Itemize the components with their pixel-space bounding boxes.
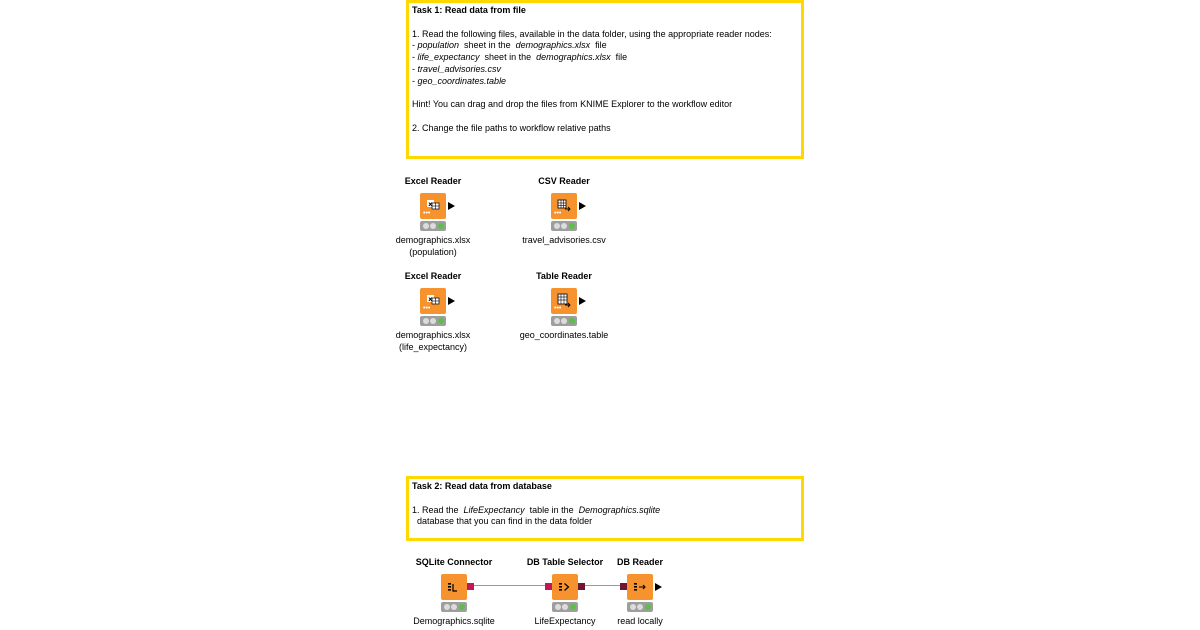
node-status — [420, 316, 446, 326]
task1-item-4: - geo_coordinates.table — [412, 75, 507, 86]
node-label-line2[interactable]: (population) — [409, 246, 457, 257]
task1-step2: 2. Change the file paths to workflow relative paths — [412, 122, 611, 133]
task1-title: Task 1: Read data from file — [412, 5, 526, 15]
db-reader-icon[interactable] — [627, 574, 653, 600]
node-dots: ••• — [423, 305, 431, 312]
node-dots: ••• — [554, 210, 562, 217]
sqlite-connector-node[interactable] — [394, 557, 514, 628]
svg-text:x: x — [428, 200, 433, 208]
csv-reader-icon[interactable] — [551, 193, 577, 219]
node-title[interactable]: Excel Reader — [404, 176, 462, 186]
csv-reader-node[interactable] — [504, 176, 624, 247]
output-port[interactable] — [448, 297, 455, 305]
excel-reader-icon[interactable] — [420, 193, 446, 219]
node-dots: ••• — [423, 210, 431, 217]
output-port[interactable] — [448, 202, 455, 210]
task1-hint: Hint! You can drag and drop the files from KNIME Explorer to the workflow editor — [412, 99, 733, 110]
node-title[interactable]: DB Reader — [616, 557, 663, 567]
excel-reader-life-expectancy-node[interactable] — [373, 271, 493, 353]
db-data-input-port[interactable] — [620, 583, 627, 590]
output-port[interactable] — [579, 297, 586, 305]
db-table-selector-icon[interactable] — [552, 574, 578, 600]
node-status — [420, 221, 446, 231]
node-status — [551, 316, 577, 326]
task1-item-3: - travel_advisories.csv — [412, 63, 502, 74]
node-label[interactable]: geo_coordinates.table — [519, 330, 609, 340]
node-title[interactable]: Excel Reader — [404, 271, 462, 281]
table-reader-node[interactable] — [504, 271, 624, 342]
node-title[interactable]: CSV Reader — [538, 176, 590, 186]
node-title[interactable]: DB Table Selector — [526, 557, 604, 567]
task1-annotation[interactable] — [406, 0, 804, 159]
node-label[interactable]: demographics.xlsx — [395, 330, 471, 340]
node-status — [552, 602, 578, 612]
node-title[interactable]: SQLite Connector — [415, 557, 493, 567]
db-connection-input-port[interactable] — [545, 583, 552, 590]
svg-text:x: x — [428, 295, 433, 303]
node-label[interactable]: Demographics.sqlite — [413, 616, 495, 626]
excel-reader-icon[interactable] — [420, 288, 446, 314]
output-port[interactable] — [579, 202, 586, 210]
task1-item-1: - population sheet in the demographics.xlsx file — [412, 40, 607, 51]
node-title[interactable]: Table Reader — [536, 271, 592, 281]
node-label[interactable]: travel_advisories.csv — [522, 235, 606, 245]
node-dots: ••• — [554, 305, 562, 312]
db-reader-node[interactable] — [580, 557, 700, 628]
node-status — [551, 221, 577, 231]
node-label[interactable]: demographics.xlsx — [395, 235, 471, 245]
task1-item-2: - life_expectancy sheet in the demographics.xlsx file — [412, 52, 628, 63]
node-label-line2[interactable]: (life_expectancy) — [398, 341, 468, 352]
task2-step1: 1. Read the LifeExpectancy table in the Demographics.sqlite database that you can find in the data folder — [412, 504, 661, 527]
node-label[interactable]: read locally — [617, 616, 663, 626]
output-port[interactable] — [655, 583, 662, 591]
node-status — [441, 602, 467, 612]
excel-reader-population-node[interactable] — [373, 176, 493, 258]
task2-annotation[interactable] — [406, 476, 804, 541]
db-connection-port[interactable] — [467, 583, 474, 590]
task2-title: Task 2: Read data from database — [412, 481, 552, 491]
node-label[interactable]: LifeExpectancy — [534, 616, 596, 626]
db-connector-icon[interactable] — [441, 574, 467, 600]
task1-step1: 1. Read the following files, available in the data folder, using the appropriate reader nodes: — [412, 28, 772, 39]
node-status — [627, 602, 653, 612]
table-reader-icon[interactable] — [551, 288, 577, 314]
